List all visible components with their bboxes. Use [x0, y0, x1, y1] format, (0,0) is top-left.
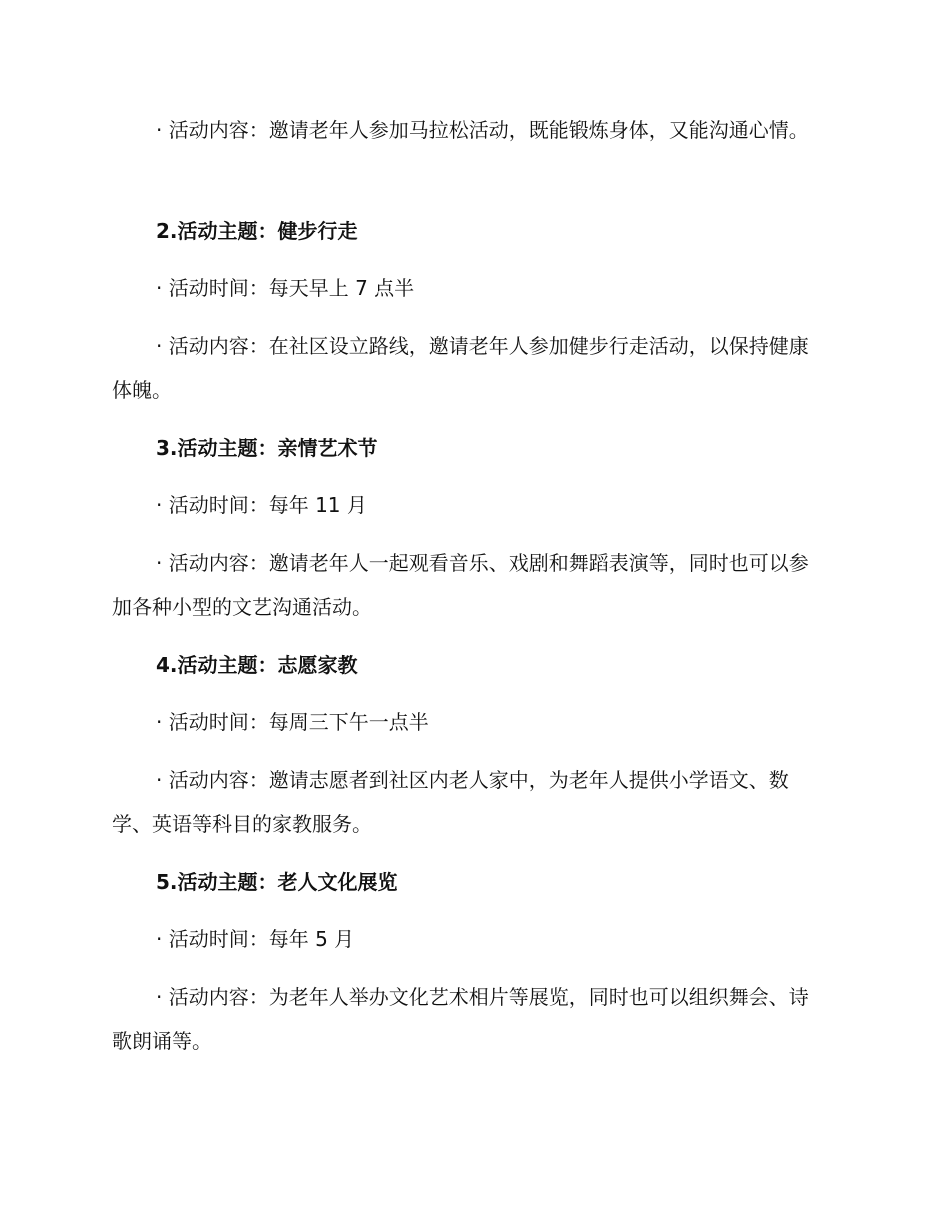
heading-activity-5: 5.活动主题：老人文化展览 [156, 870, 398, 894]
heading-activity-2: 2.活动主题：健步行走 [156, 219, 358, 243]
paragraph-activity-5-time: · 活动时间：每年 5 月 [156, 927, 355, 951]
paragraph-activity-4-content: · 活动内容：邀请志愿者到社区内老人家中，为老年人提供小学语文、数学、英语等科目的家教服务。 [112, 768, 789, 836]
paragraph-activity-4-time: · 活动时间：每周三下午一点半 [156, 710, 429, 734]
heading-activity-4: 4.活动主题：志愿家教 [156, 653, 358, 677]
paragraph-marathon-content: · 活动内容：邀请老年人参加马拉松活动，既能锻炼身体，又能沟通心情。 [156, 118, 809, 142]
paragraph-activity-2-time: · 活动时间：每天早上 7 点半 [156, 276, 415, 300]
paragraph-activity-3-content: · 活动内容：邀请老年人一起观看音乐、戏剧和舞蹈表演等，同时也可以参加各种小型的文艺沟通活动。 [112, 551, 809, 619]
paragraph-activity-3-time: · 活动时间：每年 11 月 [156, 493, 367, 517]
paragraph-activity-5-content: · 活动内容：为老年人举办文化艺术相片等展览，同时也可以组织舞会、诗歌朗诵等。 [112, 985, 809, 1053]
heading-activity-3: 3.活动主题：亲情艺术节 [156, 436, 378, 460]
paragraph-activity-2-content: · 活动内容：在社区设立路线，邀请老年人参加健步行走活动，以保持健康体魄。 [112, 334, 809, 402]
